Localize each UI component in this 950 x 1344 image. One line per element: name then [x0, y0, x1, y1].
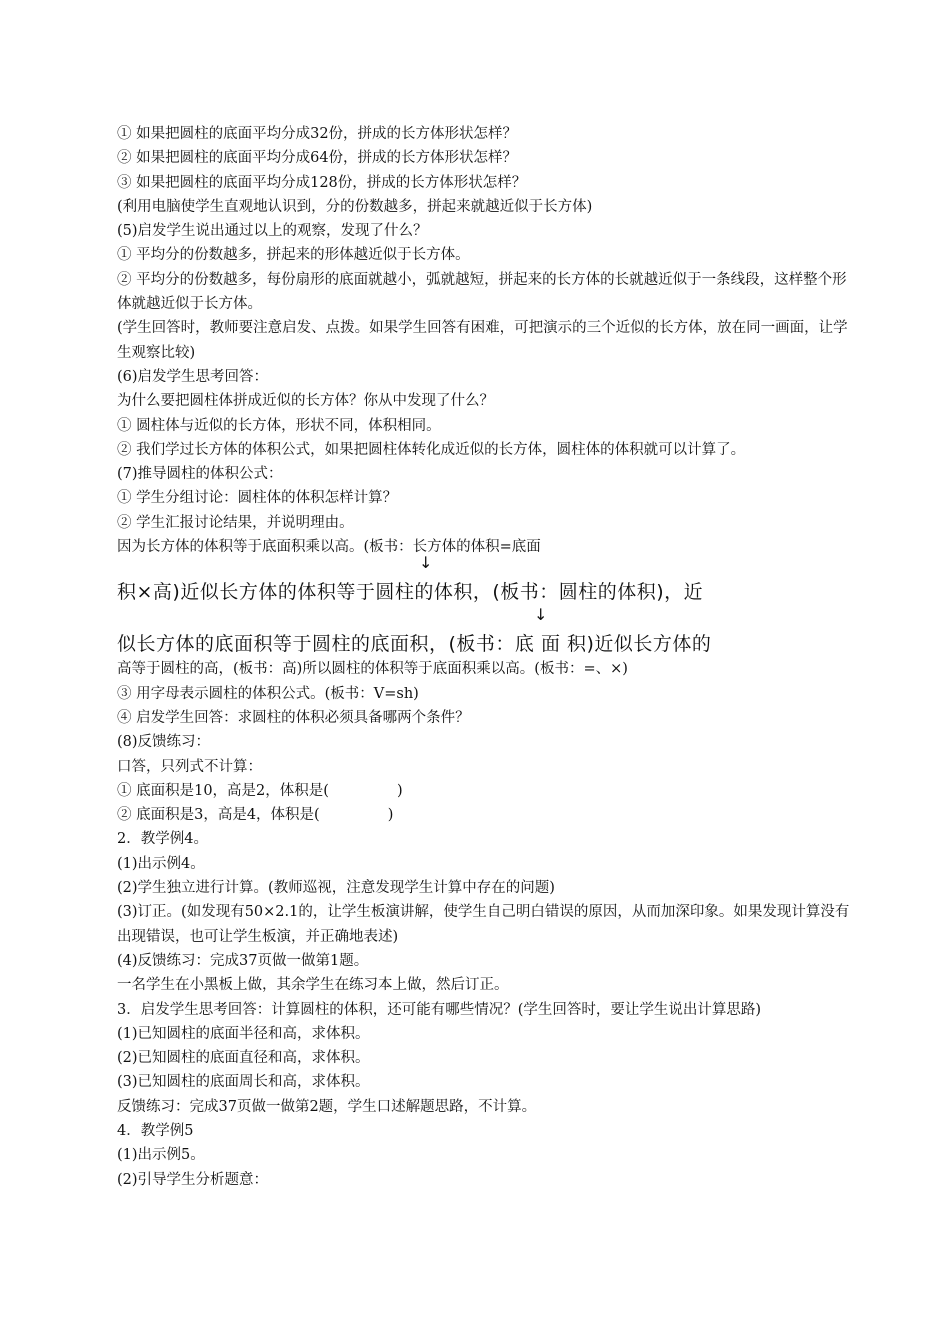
paragraph: ② 学生汇报讨论结果，并说明理由。 — [117, 514, 354, 531]
paragraph: (学生回答时，教师要注意启发、点拨。如果学生回答有困难，可把演示的三个近似的长方体，放在同一画面，让学生观察比较) — [117, 320, 848, 361]
paragraph: (2)学生独立进行计算。(教师巡视，注意发现学生计算中存在的问题) — [117, 880, 555, 897]
paragraph: ② 如果把圆柱的底面平均分成64份，拼成的长方体形状怎样？ — [117, 150, 518, 167]
blackboard-line-2 — [117, 605, 857, 657]
paragraph: 高等于圆柱的高，(板书：高)所以圆柱的体积等于底面积乘以高。(板书：=、×) — [117, 661, 628, 678]
paragraph: (8)反馈练习： — [117, 734, 211, 751]
paragraph: (4)反馈练习：完成37页做一做第1题。 — [117, 952, 369, 969]
paragraph: (1)已知圆柱的底面半径和高，求体积。 — [117, 1025, 370, 1042]
paragraph: ② 我们学过长方体的体积公式，如果把圆柱体转化成近似的长方体，圆柱体的体积就可以计算了。 — [117, 441, 746, 458]
blackboard-text: 积×高)近似长方体的体积等于圆柱的体积，(板书：圆柱的体积)，近 — [117, 581, 704, 604]
paragraph: ④ 启发学生回答：求圆柱的体积必须具备哪两个条件？ — [117, 709, 470, 726]
paragraph: (6)启发学生思考回答： — [117, 368, 269, 385]
blackboard-line-1 — [117, 553, 857, 605]
paragraph: (3)已知圆柱的底面周长和高，求体积。 — [117, 1074, 370, 1091]
paragraph: 一名学生在小黑板上做，其余学生在练习本上做，然后订正。 — [117, 977, 509, 994]
paragraph: (1)出示例5。 — [117, 1147, 205, 1164]
paragraph: ③ 用字母表示圆柱的体积公式。(板书：V=sh) — [117, 685, 419, 702]
paragraph: 因为长方体的体积等于底面积乘以高。(板书：长方体的体积=底面 — [117, 539, 541, 556]
paragraph: (1)出示例4。 — [117, 855, 205, 872]
exercise-blank-1: ① 底面积是10，高是2，体积是( ) — [117, 782, 403, 799]
document-page — [117, 122, 857, 1192]
paragraph: ① 学生分组讨论：圆柱体的体积怎样计算？ — [117, 490, 398, 507]
paragraph: 4．教学例5 — [117, 1122, 194, 1139]
paragraph: ② 平均分的份数越多，每份扇形的底面就越小，弧就越短，拼起来的长方体的长就越近似于一条线段，这样整个形体就越近似于长方体。 — [117, 271, 847, 313]
paragraph: (3)订正。(如发现有50×2.1的，让学生板演讲解，使学生自己明白错误的原因，从而加深印象。如果发现计算没有出现错误，也可让学生板演，并正确地表述) — [117, 904, 850, 945]
down-arrow-icon: ↓ — [419, 553, 433, 573]
paragraph: 为什么要把圆柱体拼成近似的长方体？你从中发现了什么？ — [117, 393, 494, 410]
paragraph: (2)已知圆柱的底面直径和高，求体积。 — [117, 1050, 370, 1067]
paragraph: (5)启发学生说出通过以上的观察，发现了什么？ — [117, 223, 428, 240]
paragraph: 反馈练习：完成37页做一做第2题，学生口述解题思路，不计算。 — [117, 1098, 537, 1115]
exercise-blank-2: ② 底面积是3，高是4，体积是( ) — [117, 807, 394, 824]
paragraph: (7)推导圆柱的体积公式： — [117, 466, 283, 483]
down-arrow-icon: ↓ — [534, 605, 548, 625]
paragraph: ① 如果把圆柱的底面平均分成32份，拼成的长方体形状怎样？ — [117, 126, 518, 142]
paragraph: ③ 如果把圆柱的底面平均分成128份，拼成的长方体形状怎样？ — [117, 174, 527, 191]
paragraph: ① 平均分的份数越多，拼起来的形体越近似于长方体。 — [117, 247, 470, 264]
blackboard-text: 似长方体的底面积等于圆柱的底面积，(板书：底 面 积)近似长方体的 — [117, 633, 712, 656]
paragraph: (利用电脑使学生直观地认识到，分的份数越多，拼起来就越近似于长方体) — [117, 198, 593, 215]
paragraph: ① 圆柱体与近似的长方体，形状不同，体积相同。 — [117, 417, 441, 434]
paragraph: 3．启发学生思考回答：计算圆柱的体积，还可能有哪些情况？(学生回答时，要让学生说出计算思路) — [117, 1001, 762, 1018]
paragraph: 口答，只列式不计算： — [117, 758, 262, 775]
paragraph: (2)引导学生分析题意： — [117, 1171, 269, 1188]
paragraph: 2．教学例4。 — [117, 831, 208, 848]
